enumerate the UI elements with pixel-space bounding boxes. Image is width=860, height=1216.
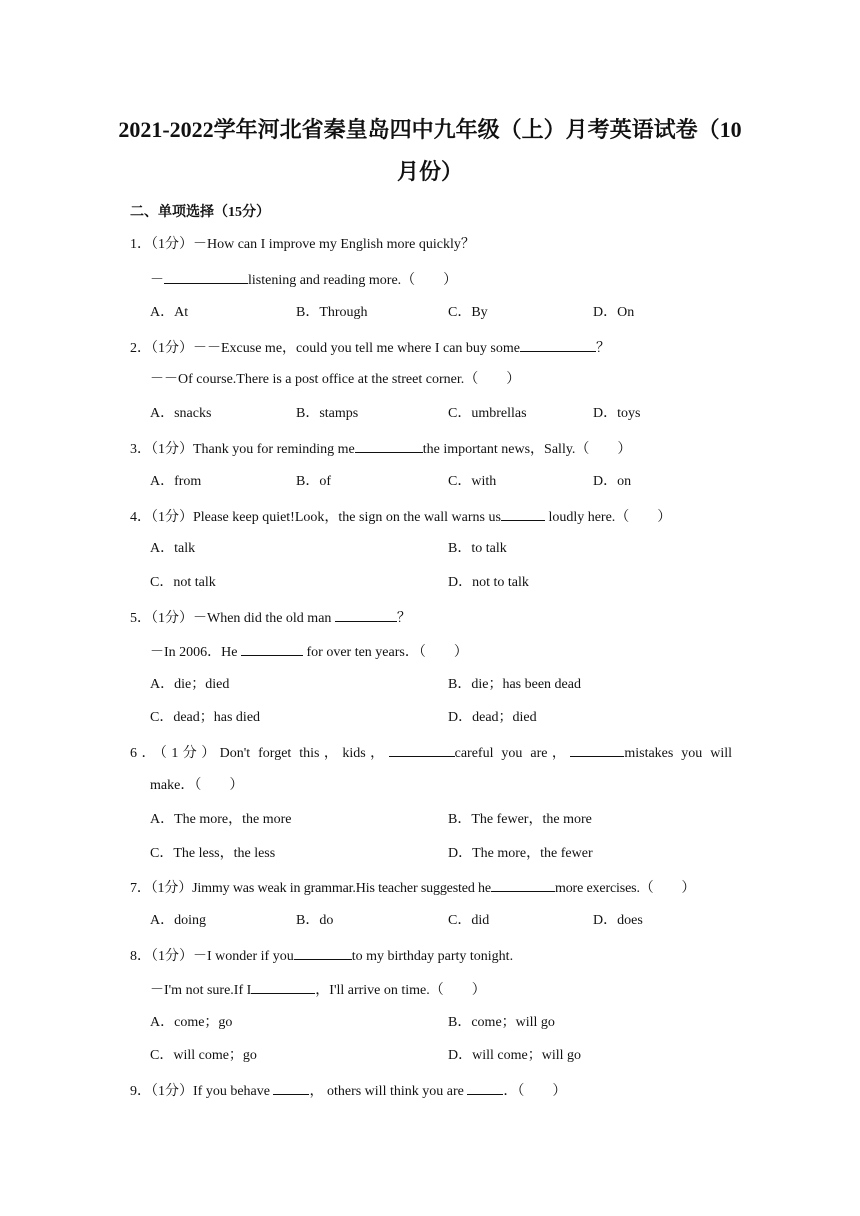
question-stem: 1．（1分）－How can I improve my English more quickly？ (130, 237, 475, 252)
stem-text: 9．（1分）If you behave (130, 1084, 274, 1099)
stem-text: ？ (595, 341, 610, 356)
stem-text: ， others will think you are (309, 1084, 468, 1099)
stem-text: －I'm not sure.If I (150, 983, 252, 998)
option-d: D．not to talk (448, 575, 529, 590)
question-stem (130, 337, 610, 359)
option-b: B．Through (296, 305, 368, 320)
option-a: A．talk (150, 541, 196, 556)
question-stem (130, 742, 732, 764)
option-d: D．does (593, 913, 643, 928)
answer-blank (241, 641, 303, 656)
option-b: B．of (296, 474, 331, 489)
option-c: C．dead；has died (150, 710, 261, 725)
stem-text: － (150, 273, 164, 288)
stem-text: －In 2006．He (150, 645, 241, 660)
stem-text: loudly here.（ ） (544, 510, 672, 525)
question-stem-line2: －－Of course.There is a post office at the street corner.（ ） (150, 372, 521, 387)
stem-text: 6．（1分）Don't forget this，kids， (130, 746, 389, 761)
option-b: B．come；will go (448, 1015, 555, 1030)
question-stem (130, 877, 695, 899)
question-stem (130, 945, 513, 967)
option-a: A．die；died (150, 677, 230, 692)
stem-text: listening and reading more.（ ） (248, 273, 458, 288)
answer-blank (251, 979, 315, 994)
option-d: D．The more，the fewer (448, 846, 593, 861)
option-c: C．with (448, 474, 497, 489)
option-b: B．The fewer，the more (448, 812, 592, 827)
answer-blank (520, 337, 596, 352)
stem-text: ？ (396, 611, 411, 626)
option-c: C．umbrellas (448, 406, 527, 421)
answer-blank (294, 945, 352, 960)
stem-text: mistakes you will (624, 746, 733, 761)
answer-blank (273, 1080, 309, 1095)
question-stem (130, 506, 671, 528)
stem-text: careful you are， (454, 746, 571, 761)
question-stem-line2: make．（ ） (150, 778, 244, 793)
question-stem (130, 1080, 566, 1102)
option-c: C．will come；go (150, 1048, 257, 1063)
option-a: A．At (150, 305, 189, 320)
stem-text: 8．（1分）－I wonder if you (130, 949, 294, 964)
question-stem-line2 (150, 641, 468, 663)
title-line-2: 月份） (396, 159, 463, 184)
option-a: A．from (150, 474, 202, 489)
option-b: B．to talk (448, 541, 507, 556)
stem-text: ．（ ） (503, 1084, 567, 1099)
option-b: B．stamps (296, 406, 359, 421)
stem-text: to my birthday party tonight. (351, 949, 514, 964)
title-line-1: 2021-2022学年河北省秦皇岛四中九年级（上）月考英语试卷（10 (118, 117, 742, 142)
stem-text: 3．（1分）Thank you for reminding me (130, 442, 355, 457)
stem-text: for over ten years．（ ） (303, 645, 468, 660)
stem-text: 7．（1分）Jimmy was weak in grammar.His teacher suggested he (130, 881, 491, 896)
stem-text: more exercises.（ ） (554, 881, 696, 896)
stem-text: 4．（1分）Please keep quiet!Look，the sign on the wall warns us (130, 510, 501, 525)
option-a: A．The more，the more (150, 812, 292, 827)
stem-text: the important news，Sally.（ ） (422, 442, 632, 457)
option-b: B．die；has been dead (448, 677, 581, 692)
answer-blank (501, 506, 545, 521)
option-d: D．On (593, 305, 635, 320)
question-stem (130, 607, 411, 629)
question-stem-line2 (150, 269, 457, 291)
question-stem-line2 (150, 979, 486, 1001)
stem-text: 5．（1分）－When did the old man (130, 611, 335, 626)
option-d: D．toys (593, 406, 641, 421)
option-d: D．will come；will go (448, 1048, 581, 1063)
option-c: C．did (448, 913, 490, 928)
option-d: D．dead；died (448, 710, 537, 725)
answer-blank (389, 742, 455, 757)
option-b: B．do (296, 913, 334, 928)
stem-text: ，I'll arrive on time.（ ） (315, 983, 486, 998)
answer-blank (491, 877, 555, 892)
option-c: C．not talk (150, 575, 216, 590)
answer-blank (335, 607, 397, 622)
option-a: A．come；go (150, 1015, 233, 1030)
answer-blank (164, 269, 248, 284)
option-c: C．By (448, 305, 488, 320)
option-a: A．doing (150, 913, 206, 928)
answer-blank (467, 1080, 503, 1095)
answer-blank (355, 438, 423, 453)
stem-text: 2．（1分）－－Excuse me，could you tell me where I can buy some (130, 341, 520, 356)
option-d: D．on (593, 474, 632, 489)
section-heading: 二、单项选择（15分） (130, 205, 270, 220)
answer-blank (570, 742, 624, 757)
question-stem (130, 438, 631, 460)
option-a: A．snacks (150, 406, 212, 421)
option-c: C．The less，the less (150, 846, 276, 861)
